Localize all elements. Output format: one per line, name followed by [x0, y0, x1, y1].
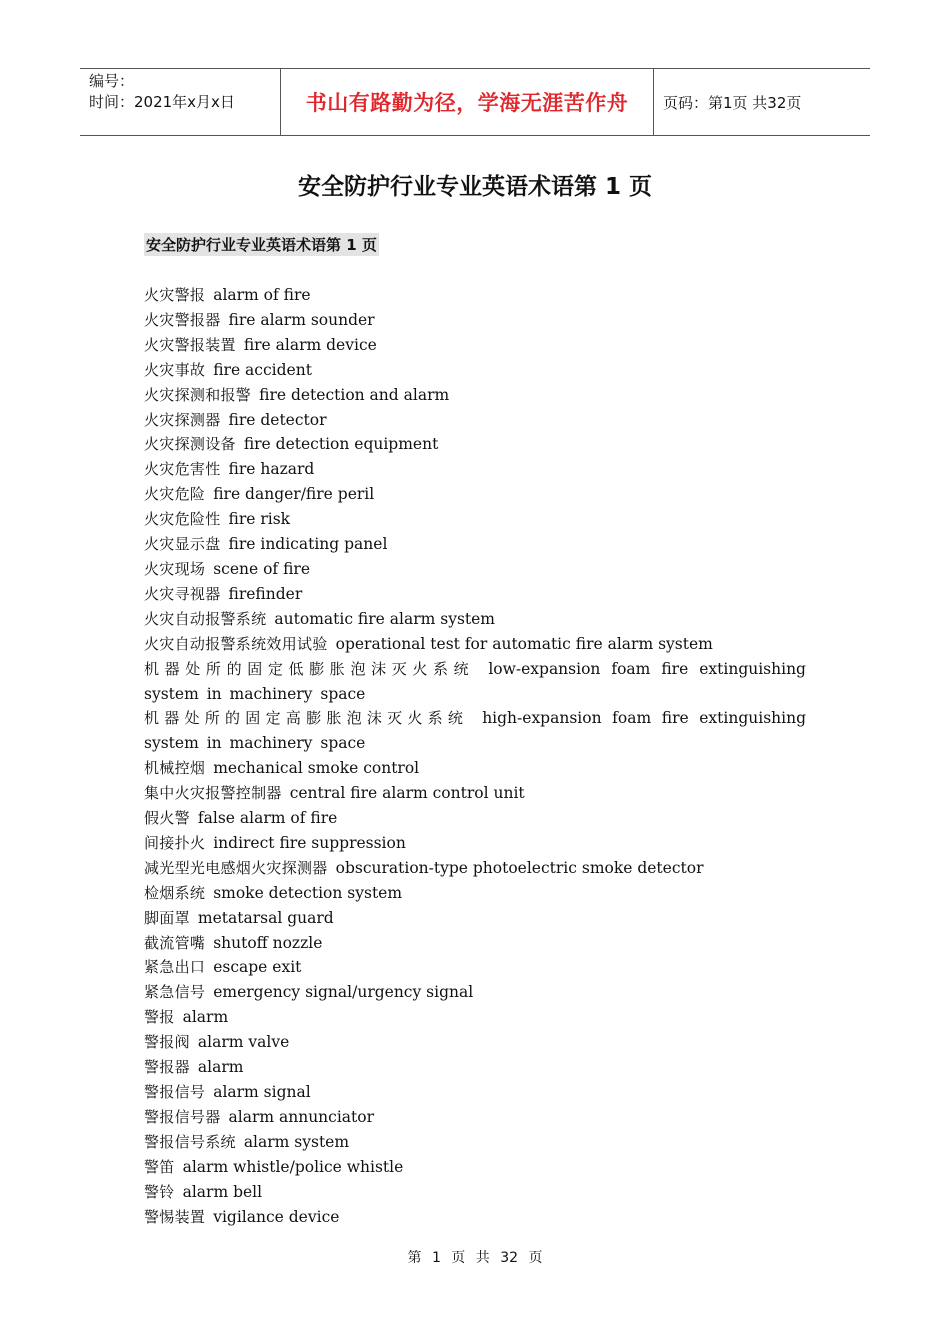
term-english: vigilance device: [213, 1207, 340, 1226]
term-english: fire alarm device: [243, 335, 377, 354]
term-english: false alarm of fire: [197, 809, 338, 828]
term-chinese: 警报信号: [144, 1083, 206, 1101]
page-footer: 第 1 页 共 32 页: [407, 1250, 543, 1266]
term-english: fire detection and alarm: [259, 385, 450, 404]
term-chinese: 火灾事故: [144, 360, 206, 379]
term-english: alarm: [197, 1058, 244, 1077]
list-item: [144, 856, 806, 881]
term-chinese: 火灾危险: [144, 485, 206, 504]
term-chinese: 截流管嘴: [144, 933, 206, 952]
term-english: mechanical smoke control: [213, 759, 420, 778]
list-item: [144, 781, 806, 806]
list-item: [144, 1130, 806, 1155]
list-item: [144, 1205, 806, 1230]
list-item: [144, 582, 806, 607]
term-chinese: 机器处所的固定高膨胀泡沫灭火系统: [144, 709, 469, 728]
term-chinese: 警报阀: [144, 1033, 190, 1052]
list-item: [144, 657, 806, 707]
term-chinese: 火灾危险性: [144, 510, 221, 529]
motto: 书山有路勤为径，学海无涯苦作舟: [281, 69, 654, 135]
list-item: [144, 1005, 806, 1030]
term-english: smoke detection system: [213, 883, 403, 902]
term-chinese: 脚面罩: [144, 908, 190, 927]
term-english: alarm signal: [213, 1083, 311, 1101]
term-chinese: 警报器: [144, 1058, 190, 1077]
term-english: emergency signal/urgency signal: [213, 983, 474, 1002]
list-item: [144, 955, 806, 980]
term-english: obscuration-type photoelectric smoke detector: [335, 858, 704, 877]
list-item: [144, 507, 806, 532]
term-chinese: 火灾警报器: [144, 310, 221, 329]
term-english: escape exit: [213, 958, 302, 977]
list-item: [144, 1155, 806, 1180]
list-item: [144, 706, 806, 756]
term-chinese: 火灾现场: [144, 559, 206, 578]
list-item: [144, 482, 806, 507]
term-english: fire risk: [228, 510, 291, 529]
term-chinese: 紧急信号: [144, 983, 206, 1002]
term-chinese: 警报: [144, 1008, 175, 1027]
list-item: [144, 831, 806, 856]
term-chinese: 火灾显示盘: [144, 535, 221, 554]
term-english: fire accident: [213, 360, 312, 379]
term-english: fire detection equipment: [243, 435, 439, 454]
term-chinese: 火灾寻视器: [144, 584, 221, 603]
term-english: shutoff nozzle: [213, 933, 323, 952]
term-english: fire hazard: [228, 460, 315, 479]
list-item: [144, 358, 806, 383]
list-item: [144, 1180, 806, 1205]
term-english: automatic fire alarm system: [274, 609, 496, 628]
list-item: [144, 408, 806, 433]
term-english: alarm: [182, 1008, 229, 1027]
term-chinese: 紧急出口: [144, 958, 206, 977]
term-chinese: 警笛: [144, 1157, 175, 1176]
term-chinese: 火灾自动报警系统效用试验: [144, 634, 328, 653]
term-chinese: 集中火灾报警控制器: [144, 784, 282, 803]
term-chinese: 警报信号器: [144, 1107, 221, 1126]
term-english: central fire alarm control unit: [289, 784, 525, 803]
term-chinese: 减光型光电感烟火灾探测器: [144, 858, 328, 877]
list-item: [144, 632, 806, 657]
term-english: operational test for automatic fire alarm system: [335, 634, 713, 653]
list-item: [144, 906, 806, 931]
document-title: 安全防护行业专业英语术语第 1 页: [297, 174, 653, 200]
term-chinese: 警铃: [144, 1182, 175, 1201]
term-english: metatarsal guard: [197, 908, 334, 927]
term-chinese: 警报信号系统: [144, 1132, 236, 1151]
number-label: 编号：: [89, 72, 135, 90]
list-item: [144, 1080, 806, 1105]
term-english: alarm of fire: [213, 286, 311, 304]
term-english: alarm valve: [197, 1033, 290, 1052]
list-item: [144, 308, 806, 333]
list-item: [144, 756, 806, 781]
term-english: alarm bell: [182, 1182, 263, 1201]
term-english: fire detector: [228, 410, 327, 429]
term-list: [144, 283, 806, 1229]
term-english: high-expansion foam fire extinguishing system in machinery space: [144, 709, 806, 753]
time-label: 时间：2021年x月x日: [89, 93, 235, 111]
list-item: [144, 532, 806, 557]
term-chinese: 火灾探测和报警: [144, 385, 252, 404]
list-item: [144, 432, 806, 457]
list-item: [144, 931, 806, 956]
list-item: [144, 557, 806, 582]
term-chinese: 火灾危害性: [144, 460, 221, 479]
term-english: fire indicating panel: [228, 535, 388, 554]
list-item: [144, 1030, 806, 1055]
term-chinese: 火灾探测器: [144, 410, 221, 429]
term-english: scene of fire: [213, 559, 311, 578]
list-item: [144, 457, 806, 482]
term-chinese: 火灾自动报警系统: [144, 609, 267, 628]
term-chinese: 火灾警报: [144, 286, 206, 304]
term-chinese: 火灾警报装置: [144, 335, 236, 354]
list-item: [144, 1105, 806, 1130]
term-english: fire danger/fire peril: [213, 485, 375, 504]
list-item: [144, 806, 806, 831]
page-header: [80, 68, 870, 136]
term-english: alarm whistle/police whistle: [182, 1157, 404, 1176]
term-chinese: 警惕装置: [144, 1207, 206, 1226]
list-item: [144, 1055, 806, 1080]
term-english: alarm system: [243, 1132, 350, 1151]
list-item: [144, 283, 806, 308]
page-info: 页码：第1页 共32页: [663, 93, 802, 112]
term-english: fire alarm sounder: [228, 310, 375, 329]
term-english: firefinder: [228, 584, 303, 603]
list-item: [144, 383, 806, 408]
term-chinese: 间接扑火: [144, 833, 206, 852]
term-chinese: 检烟系统: [144, 883, 206, 902]
header-meta-cell: [80, 69, 281, 135]
list-item: [144, 333, 806, 358]
term-english: low-expansion foam fire extinguishing system in machinery space: [144, 659, 806, 703]
term-chinese: 机器处所的固定低膨胀泡沫灭火系统: [144, 659, 475, 678]
term-chinese: 机械控烟: [144, 759, 206, 778]
list-item: [144, 881, 806, 906]
term-english: indirect fire suppression: [213, 833, 406, 852]
list-item: [144, 607, 806, 632]
term-chinese: 假火警: [144, 809, 190, 828]
list-item: [144, 980, 806, 1005]
term-english: alarm annunciator: [228, 1107, 375, 1126]
section-heading: 安全防护行业专业英语术语第 1 页: [144, 233, 379, 256]
term-chinese: 火灾探测设备: [144, 435, 236, 454]
